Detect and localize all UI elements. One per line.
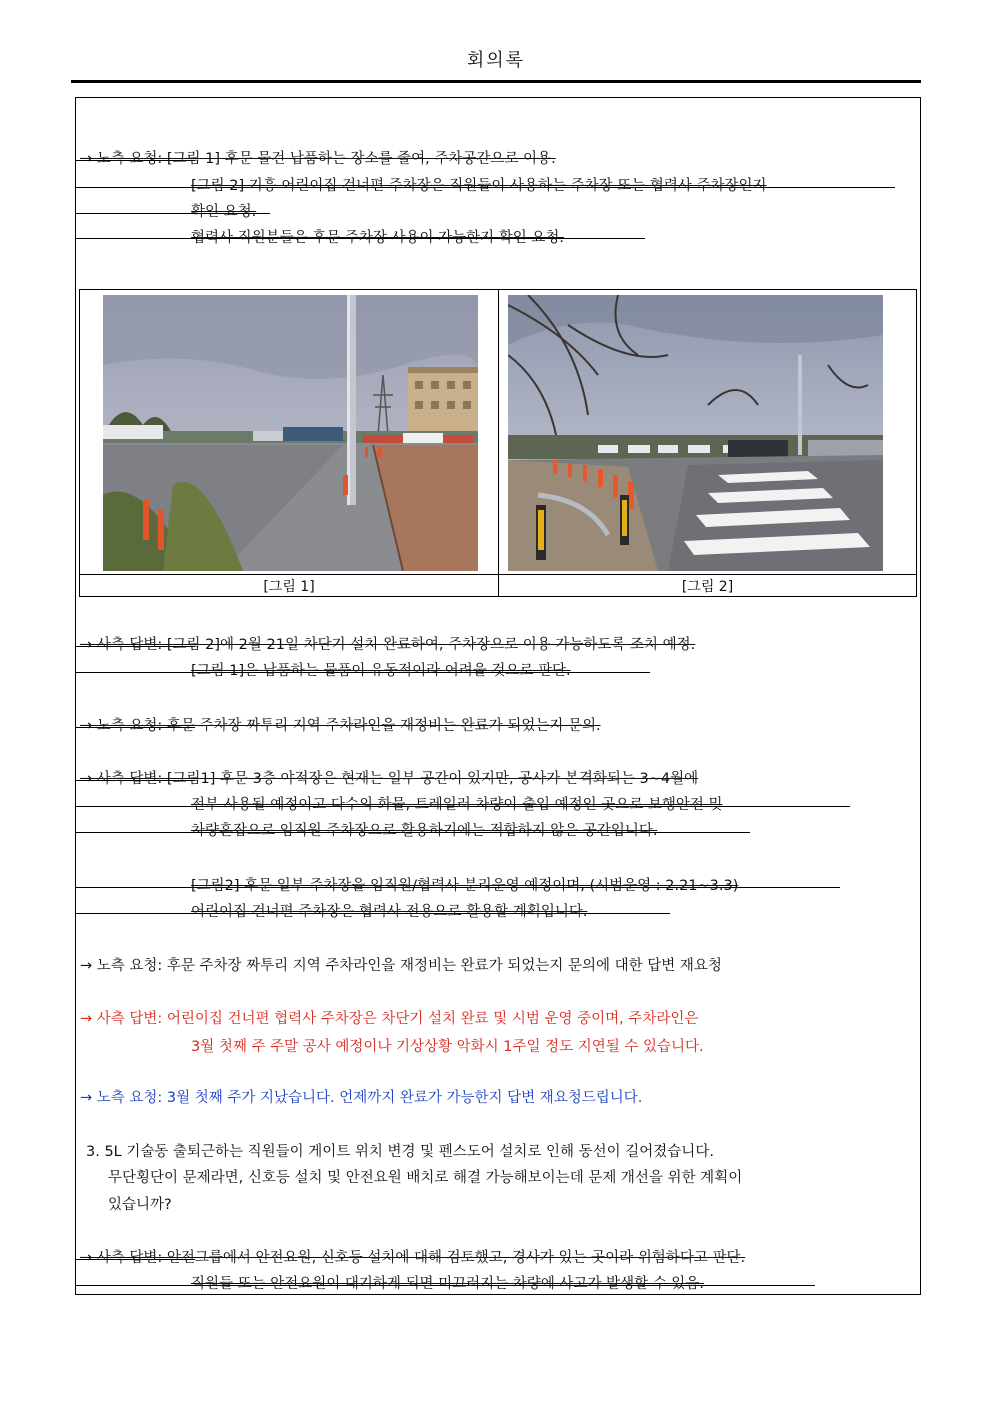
agenda-item-3-line-3: 있습니까? <box>108 1197 172 1213</box>
figure-2-photo <box>508 295 883 571</box>
company-answer-2-line-2: 전부 사용될 예정이고 다수의 화물, 트레일러 차량이 출입 예정인 곳으로 보행안전 및 <box>191 797 723 813</box>
figure-2-caption: [그림 2] <box>681 579 734 595</box>
figure-1-photo <box>103 295 478 571</box>
figure-table <box>79 289 917 597</box>
page-title: 회의록 <box>466 50 526 71</box>
union-request-1-line-4: 협력사 직원분들은 후문 주차장 사용이 가능한지 확인 요청. <box>191 230 565 246</box>
company-answer-2-line-5: 어린이집 건너편 주차장은 협력사 전용으로 활용할 계획입니다. <box>191 904 588 920</box>
company-answer-4-line-2: 직원들 또는 안전요원이 대기하게 되면 미끄러지는 차량에 사고가 발생할 수 있음. <box>191 1276 704 1292</box>
company-answer-3-line-1: → 사측 답변: 어린이집 건너편 협력사 주차장은 차단기 설치 완료 및 시범 운영 중이며, 주차라인은 <box>80 1011 699 1027</box>
union-request-4-line-1: → 노측 요청: 3월 첫째 주가 지났습니다. 언제까지 완료가 가능한지 답변 재요청드립니다. <box>80 1090 643 1106</box>
figure-table-divider <box>498 290 499 596</box>
union-request-2-line-1: → 노측 요청: 후문 주차장 짜투리 지역 주차라인을 재정비는 완료가 되었는지 문의. <box>80 718 601 734</box>
union-request-1-line-1: → 노측 요청: [그림 1] 후문 물건 납품하는 장소를 줄여, 주차공간으로 이용. <box>80 151 556 167</box>
company-answer-4-line-1: → 사측 답변: 안전그룹에서 안전요원, 신호등 설치에 대해 검토했고, 경사가 있는 곳이라 위험하다고 판단. <box>80 1250 746 1266</box>
company-answer-2-line-1: → 사측 답변: [그림1] 후문 3층 야적장은 현재는 일부 공간이 있지만, 공사가 본격화되는 3~4월에 <box>80 771 699 787</box>
company-answer-3-line-2: 3월 첫째 주 주말 공사 예정이나 기상상황 악화시 1주일 정도 지연될 수 있습니다. <box>191 1039 704 1055</box>
title-rule <box>71 80 921 83</box>
company-answer-1-line-1: → 사측 답변: [그림 2]에 2월 21일 차단기 설치 완료하여, 주차장으로 이용 가능하도록 조치 예정. <box>80 637 696 653</box>
agenda-item-3-line-2: 무단횡단이 문제라면, 신호등 설치 및 안전요원 배치로 해결 가능해보이는데 문제 개선을 위한 계획이 <box>108 1170 743 1186</box>
company-answer-2-line-4: [그림2] 후문 일부 주차장을 임직원/협력사 분리운영 예정이며, (시범운영 : 2.21~3.3) <box>191 878 739 894</box>
union-request-3-line-1: → 노측 요청: 후문 주차장 짜투리 지역 주차라인을 재정비는 완료가 되었는지 문의에 대한 답변 재요청 <box>80 958 722 974</box>
union-request-1-line-3: 확인 요청. <box>191 204 257 220</box>
union-request-1-line-2: [그림 2] 기흥 어린이집 건너편 주차장은 직원들이 사용하는 주차장 또는 협력사 주차장인지 <box>191 178 767 194</box>
figure-table-caption-rule <box>80 574 916 575</box>
figure-1-caption: [그림 1] <box>263 579 315 595</box>
minutes-frame <box>75 97 921 1295</box>
company-answer-1-line-2: [그림 1]은 납품하는 물품이 유동적이라 어려울 것으로 판단. <box>191 663 571 679</box>
agenda-item-3-line-1: 3. 5L 기술동 출퇴근하는 직원들이 게이트 위치 변경 및 펜스도어 설치로 인해 동선이 길어졌습니다. <box>86 1144 714 1160</box>
company-answer-2-line-3: 차량혼잡으로 임직원 주차장으로 활용하기에는 적합하지 않은 공간입니다. <box>191 823 658 839</box>
